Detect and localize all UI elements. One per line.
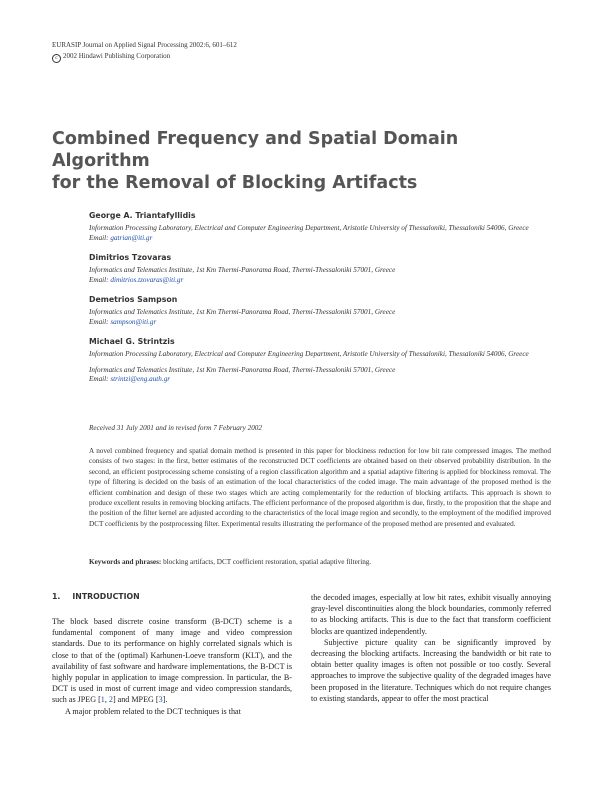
affiliation-text: Information Processing Laboratory, Electrical and Computer Engineering Department, Aristotle University of Thessaloniki, Thessaloniki 54006, Greece xyxy=(89,224,529,232)
right-column xyxy=(311,592,551,704)
author-block xyxy=(89,252,551,285)
section-title: INTRODUCTION xyxy=(72,592,140,601)
section-number: 1. xyxy=(52,592,61,601)
email-link[interactable]: sampson@iti.gr xyxy=(110,317,157,326)
affiliation-text: Informatics and Telematics Institute, 1st Km Thermi-Panorama Road, Thermi-Thessaloniki 57001, Greece xyxy=(89,266,396,274)
paragraph-text: The block based discrete cosine transform (B-DCT) scheme is a fundamental component of many image and video compression standards. Due to its performance on highly correlated signals which is close to that of the (optimal) Karhunen-Loeve transform (KLT), and the availability of fast software and hardware implementations, the B-DCT is highly popular in application to image compression. In particular, the B-DCT is used in most of current image and video compression standards, such as JPEG [ xyxy=(52,617,292,705)
paragraph: A major problem related to the DCT techniques is that xyxy=(65,706,241,716)
paragraph: Subjective picture quality can be significantly improved by decreasing the blocking artifacts. Increasing the bandwidth or bit rate to obtain better quality images is often not possible or too costly. Several approaches to improve the subjective quality of the degraded images have been proposed in the literature. Techniques which do not require changes to existing standards, appear to offer the most practical xyxy=(311,637,551,703)
email-link[interactable]: strintzi@eng.auth.gr xyxy=(110,375,171,383)
journal-citation: EURASIP Journal on Applied Signal Processing 2002:6, 601–612 xyxy=(52,41,237,49)
email-label: Email: xyxy=(89,317,109,326)
copyright-line xyxy=(52,51,237,63)
citation-separator: , xyxy=(104,695,109,705)
paper-title xyxy=(52,128,552,194)
abstract: A novel combined frequency and spatial domain method is presented in this paper for blockiness reduction for low bit rate compressed images. The method consists of two stages: in the first, better estimates of the reconstructed DCT coefficients are obtained based on their observed probability distribution. In the second, an efficient postprocessing scheme consisting of a region classification algorithm and a spatial adaptive filtering is applied for blockiness removal. The type of filtering is decided on the basis of an estimation of the local characteristics of the coded image. The main advantage of the proposed method is the efficient combination and design of these two stages which are acting complementarily for the reduction of blocking artifacts. This approach is shown to produce excellent results in removing blocking artifacts. The efficient performance of the proposed algorithm is due, firstly, to the proposition that the shape and the position of the filter kernel are adjusted according to the characteristics of the local image region and secondly, to the employment of the modified improved DCT coefficients by the postprocessing filter. Experimental results illustrating the performance of the proposed method are presented and evaluated. xyxy=(89,447,551,528)
author-block xyxy=(89,336,551,385)
copyright-text: 2002 Hindawi Publishing Corporation xyxy=(63,52,171,60)
citation-link[interactable]: 2 xyxy=(108,695,113,705)
author-name: Dimitrios Tzovaras xyxy=(89,253,172,262)
author-name: Michael G. Strintzis xyxy=(89,337,175,346)
author-affiliation xyxy=(89,350,551,360)
keywords-label: Keywords and phrases: xyxy=(89,558,162,566)
email-line xyxy=(89,318,551,328)
email-label: Email: xyxy=(89,275,109,284)
copyright-icon: c xyxy=(52,54,61,63)
author-affiliation xyxy=(89,224,551,243)
left-column xyxy=(52,616,292,717)
author-affiliation xyxy=(89,266,551,285)
citation-link[interactable]: 1 xyxy=(100,695,105,705)
received-date: Received 31 July 2001 and in revised form 7 February 2002 xyxy=(89,424,262,432)
email-line xyxy=(89,375,551,385)
paragraph-text: ] and MPEG [ xyxy=(112,695,159,705)
section-heading xyxy=(52,592,152,601)
keywords xyxy=(89,558,551,566)
email-label: Email: xyxy=(89,233,109,242)
author-list xyxy=(89,210,551,394)
title-line-1: Combined Frequency and Spatial Domain Algorithm xyxy=(52,129,459,171)
email-line xyxy=(89,276,551,286)
author-block xyxy=(89,210,551,243)
author-affiliation xyxy=(89,308,551,327)
author-block xyxy=(89,294,551,327)
keywords-text: blocking artifacts, DCT coefficient restoration, spatial adaptive filtering. xyxy=(163,558,372,566)
author-name: Demetrios Sampson xyxy=(89,295,178,304)
affiliation-text: Informatics and Telematics Institute, 1st Km Thermi-Panorama Road, Thermi-Thessaloniki 57001, Greece xyxy=(89,308,396,316)
author-name: George A. Triantafyllidis xyxy=(89,211,196,220)
author-affiliation xyxy=(89,366,551,385)
email-link[interactable]: dimitrios.tzovaras@iti.gr xyxy=(110,275,184,284)
title-line-2: for the Removal of Blocking Artifacts xyxy=(52,173,418,193)
citation-link[interactable]: 3 xyxy=(158,695,163,705)
paragraph: the decoded images, especially at low bit rates, exhibit visually annoying gray-level discontinuities along the block boundaries, commonly referred to as blocking artifacts. This is due to the fact that transform coefficient blocks are quantized independently. xyxy=(311,593,551,636)
paragraph xyxy=(52,616,292,706)
email-label: Email: xyxy=(89,375,109,383)
journal-header xyxy=(52,40,237,63)
affiliation-text: Informatics and Telematics Institute, 1st Km Thermi-Panorama Road, Thermi-Thessaloniki 57001, Greece xyxy=(89,365,396,374)
paragraph-text: ]. xyxy=(162,695,168,705)
email-line xyxy=(89,234,551,244)
affiliation-text: Information Processing Laboratory, Electrical and Computer Engineering Department, Aristotle University of Thessaloniki, Thessaloniki 54006, Greece xyxy=(89,350,529,358)
email-link[interactable]: gatrian@iti.gr xyxy=(110,233,153,242)
